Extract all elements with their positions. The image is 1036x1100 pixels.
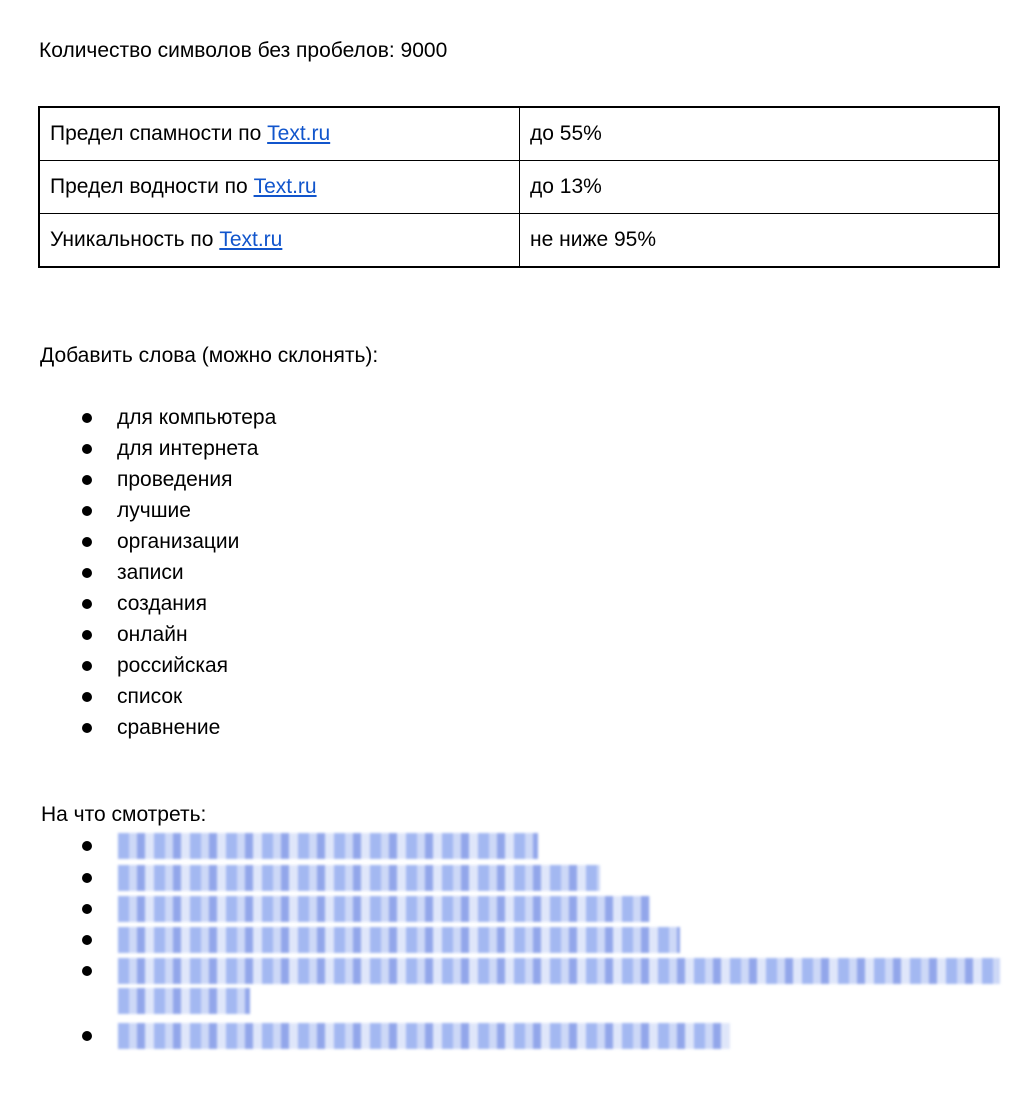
limit-value-cell: до 13% [520,161,1000,214]
bullet-icon [82,506,92,516]
bullet-icon [82,413,92,423]
keyword-text: онлайн [117,623,188,646]
bullet-icon [82,537,92,547]
table-row [39,107,999,161]
bullet-icon [82,966,92,976]
list-item [0,652,276,683]
keyword-text: лучшие [117,499,191,522]
limit-value-cell: не ниже 95% [520,214,1000,268]
keyword-text: российская [117,654,229,677]
redacted-link[interactable] [118,865,600,891]
redacted-link[interactable] [118,1023,730,1049]
char-count-line: Количество символов без пробелов: 9000 [39,39,448,62]
keywords-list [0,404,276,745]
words-heading: Добавить слова (можно склонять): [40,344,379,367]
table-row [39,214,999,268]
bullet-icon [82,599,92,609]
limit-label-cell [39,107,520,161]
limit-label: Предел спамности по [50,122,268,145]
bullet-icon [82,475,92,485]
textru-link[interactable]: Text.ru [267,122,331,145]
bullet-icon [82,935,92,945]
keyword-text: сравнение [117,716,221,739]
redacted-link[interactable] [118,927,680,953]
list-item [0,404,276,435]
keyword-text: список [117,685,183,708]
redacted-link-continuation[interactable] [118,988,250,1014]
list-item [0,714,276,745]
keyword-text: для компьютера [117,406,277,429]
limits-table [38,106,1000,268]
bullet-icon [82,630,92,640]
bullet-icon [82,568,92,578]
list-item [0,559,276,590]
redacted-link[interactable] [118,833,538,859]
keyword-text: для интернета [117,437,259,460]
limit-label: Уникальность по [50,228,220,251]
keyword-text: проведения [117,468,233,491]
redacted-link[interactable] [118,896,650,922]
list-item [0,528,276,559]
list-item [0,435,276,466]
keyword-text: записи [117,561,184,584]
redacted-link[interactable] [118,958,1000,984]
list-item [0,497,276,528]
list-item [0,683,276,714]
bullet-icon [82,873,92,883]
keyword-text: организации [117,530,240,553]
bullet-icon [82,723,92,733]
list-item [0,621,276,652]
textru-link[interactable]: Text.ru [219,228,283,251]
keyword-text: создания [117,592,207,615]
bullet-icon [82,444,92,454]
limit-label-cell [39,161,520,214]
textru-link[interactable]: Text.ru [253,175,317,198]
limit-value-cell: до 55% [520,107,1000,161]
bullet-icon [82,661,92,671]
limit-label: Предел водности по [50,175,254,198]
bullet-icon [82,692,92,702]
bullet-icon [82,841,92,851]
list-item [0,590,276,621]
bullet-icon [82,904,92,914]
bullet-icon [82,1031,92,1041]
table-row [39,161,999,214]
references-heading: На что смотреть: [41,803,207,826]
limit-label-cell [39,214,520,268]
list-item [0,466,276,497]
